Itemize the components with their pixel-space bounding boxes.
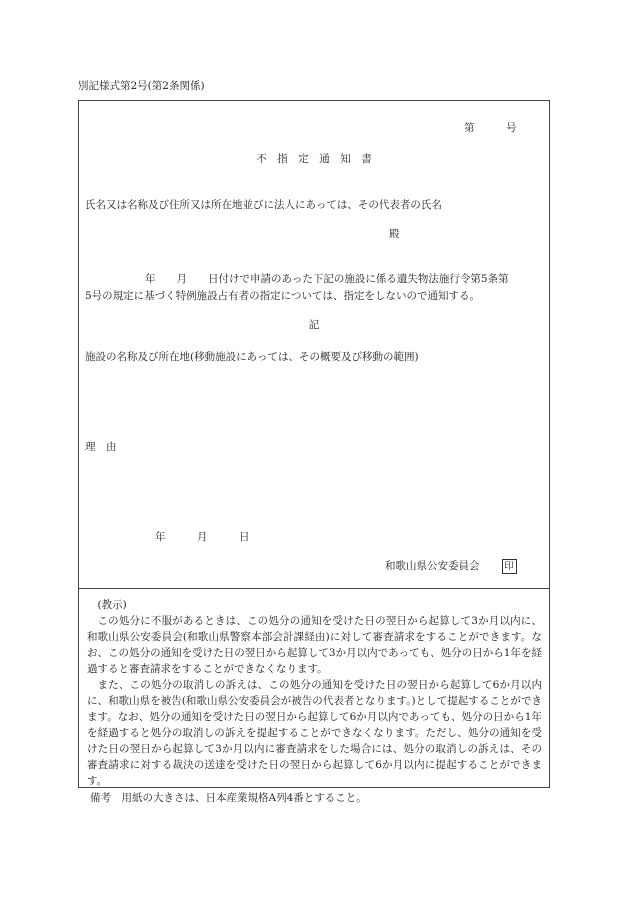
notice-form-frame: [78, 100, 550, 788]
instruction-paragraph-1: この処分に不服があるときは、この処分の通知を受けた日の翌日から起算して3か月以内に、和歌山県公安委員会(和歌山県警察本部会計課経由)に対して審査請求をすることができます。なお、この処分の通知を受けた日の翌日から起算して3か月以内であっても、処分の日から1年を経過すると審査請求をすることができなくなります。: [87, 615, 542, 675]
body-line-2: 5号の規定に基づく特例施設占有者の指定については、指定をしないので通知する。: [85, 290, 480, 302]
remark-note: 備考 用紙の大きさは、日本産業規格A列4番とすること。: [90, 792, 367, 804]
document-title: 不 指 定 通 知 書: [256, 153, 372, 165]
instruction-section: [87, 597, 542, 789]
section-divider: [79, 588, 549, 589]
instruction-paragraph-2: また、この処分の取消しの訴えは、この処分の通知を受けた日の翌日から起算して6か月以内に、和歌山県を被告(和歌山県公安委員会が被告の代表者となります。)として提起することができます。なお、処分の通知を受けた日の翌日から起算して6か月以内であっても、処分の日から1年を経過すると処分の取消しの訴えを提起することができなくなります。ただし、処分の通知を受けた日の翌日から起算して3か月以内に審査請求をした場合には、処分の取消しの訴えは、その審査請求に対する裁決の送達を受けた日の翌日から起算して6か月以内に提起することができます。: [87, 679, 542, 787]
issuer-name: 和歌山県公安委員会: [385, 560, 480, 572]
facility-label: 施設の名称及び所在地(移動施設にあっては、その概要及び移動の範囲): [85, 351, 419, 363]
reason-label: 理 由: [85, 441, 117, 453]
form-number-header: 別記様式第2号(第2条関係): [78, 80, 205, 92]
body-line-1: 年 月 日付けで申請のあった下記の施設に係る遺失物法施行令第5条第: [145, 273, 509, 285]
instruction-heading: (教示): [97, 599, 127, 611]
honorific: 殿: [389, 228, 400, 240]
ki-heading: 記: [308, 319, 320, 331]
issue-date: 年 月 日: [155, 531, 250, 543]
issuer-line: [385, 558, 517, 574]
seal-mark: 印: [502, 559, 517, 574]
document-number: 第 号: [464, 122, 517, 134]
addressee-label: 氏名又は名称及び住所又は所在地並びに法人にあっては、その代表者の氏名: [85, 199, 442, 211]
